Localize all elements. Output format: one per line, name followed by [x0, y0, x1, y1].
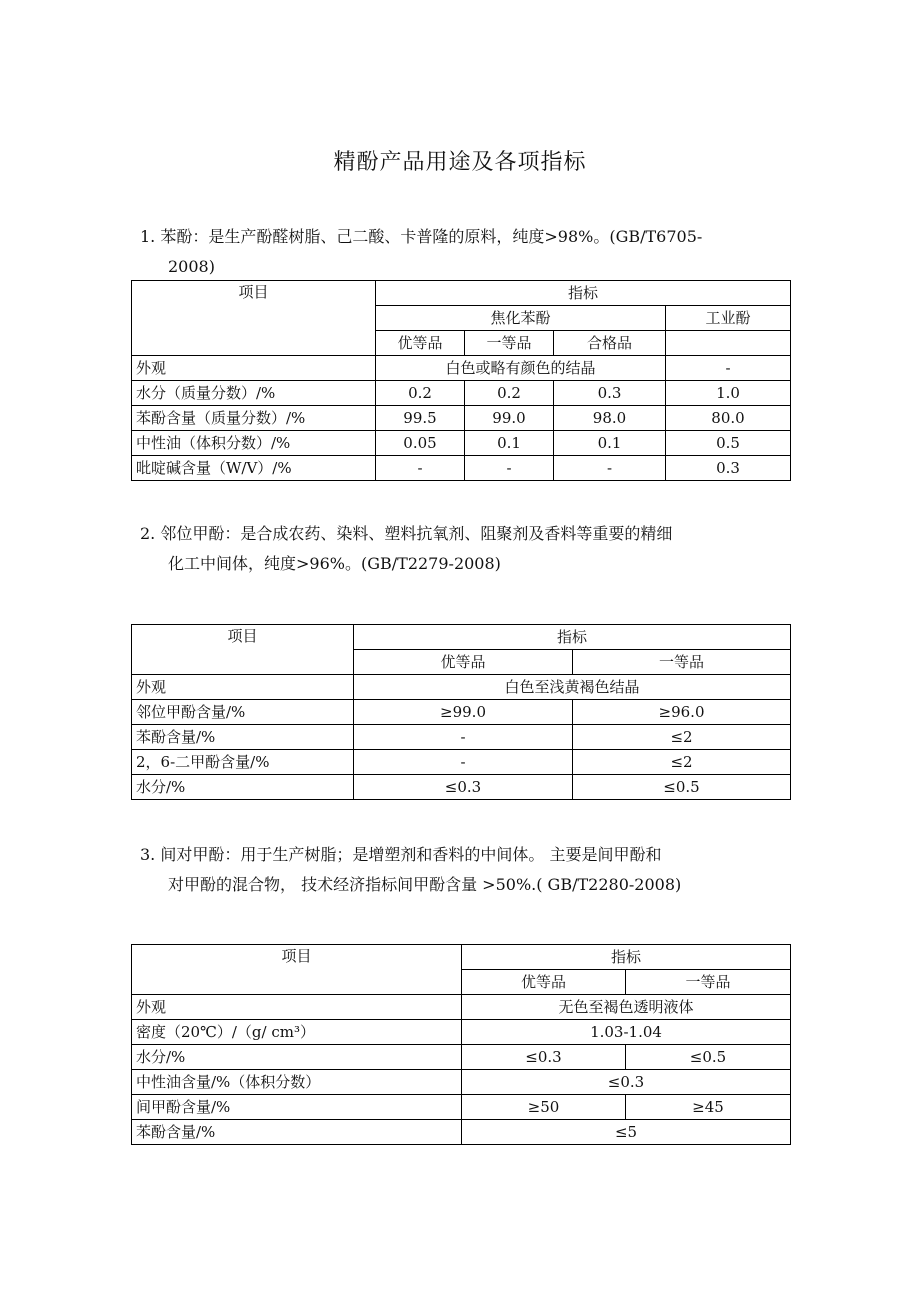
cell-value: 1.03-1.04 [462, 1020, 791, 1045]
header-empty [666, 331, 791, 356]
section-1-line-1: 1. 苯酚：是生产酚醛树脂、己二酸、卡普隆的原料，纯度>98%。(GB/T6705- [140, 227, 703, 246]
cell-value: 0.3 [666, 456, 791, 481]
cell-value: 80.0 [666, 406, 791, 431]
cell-value: 99.0 [465, 406, 554, 431]
table-row [132, 431, 791, 456]
section-1-description [140, 222, 790, 282]
cell-value: 0.2 [465, 381, 554, 406]
header-index: 指标 [376, 281, 791, 306]
header-index: 指标 [462, 945, 791, 970]
cell-value: ≤0.3 [462, 1070, 791, 1095]
header-coke-phenol: 焦化苯酚 [376, 306, 666, 331]
cell-value: - [354, 750, 573, 775]
header-grade: 一等品 [626, 970, 791, 995]
table-row [132, 750, 791, 775]
header-grade: 优等品 [354, 650, 573, 675]
cell-value: 98.0 [554, 406, 666, 431]
header-grade: 一等品 [465, 331, 554, 356]
row-label: 吡啶碱含量（W/V）/% [132, 456, 376, 481]
header-grade: 优等品 [376, 331, 465, 356]
row-label: 2，6-二甲酚含量/% [132, 750, 354, 775]
cell-value: 1.0 [666, 381, 791, 406]
cell-value: 0.1 [465, 431, 554, 456]
cell-value: - [554, 456, 666, 481]
cell-value: 0.1 [554, 431, 666, 456]
cell-value: - [376, 456, 465, 481]
row-label: 中性油（体积分数）/% [132, 431, 376, 456]
row-label: 外观 [132, 356, 376, 381]
cell-value: 0.2 [376, 381, 465, 406]
table-row [132, 1020, 791, 1045]
table-row [132, 1095, 791, 1120]
section-3-line-2: 对甲酚的混合物， 技术经济指标间甲酚含量 >50%.( GB/T2280-2008) [168, 875, 682, 894]
row-label: 水分/% [132, 1045, 462, 1070]
cell-value: ≥45 [626, 1095, 791, 1120]
row-label: 间甲酚含量/% [132, 1095, 462, 1120]
cell-value: ≤0.5 [626, 1045, 791, 1070]
table-row [132, 725, 791, 750]
row-label: 水分（质量分数）/% [132, 381, 376, 406]
header-grade: 合格品 [554, 331, 666, 356]
table-row [132, 1070, 791, 1095]
section-2-line-1: 2. 邻位甲酚：是合成农药、染料、塑料抗氧剂、阻聚剂及香料等重要的精细 [140, 524, 673, 543]
header-grade: 优等品 [462, 970, 626, 995]
row-label: 苯酚含量/% [132, 1120, 462, 1145]
row-label: 水分/% [132, 775, 354, 800]
cell-value: 无色至褐色透明液体 [462, 995, 791, 1020]
cell-value: 0.3 [554, 381, 666, 406]
cell-value: 0.05 [376, 431, 465, 456]
section-3-line-1: 3. 间对甲酚：用于生产树脂；是增塑剂和香料的中间体。 主要是间甲酚和 [140, 845, 662, 864]
row-label: 苯酚含量/% [132, 725, 354, 750]
cell-value: ≤0.3 [354, 775, 573, 800]
row-label: 邻位甲酚含量/% [132, 700, 354, 725]
header-item: 项目 [132, 625, 354, 675]
header-industrial-phenol: 工业酚 [666, 306, 791, 331]
row-label: 外观 [132, 675, 354, 700]
section-2-description [140, 519, 790, 579]
table-row [132, 1120, 791, 1145]
cell-value: 99.5 [376, 406, 465, 431]
mp-cresol-spec-table [131, 944, 791, 1145]
table-row [132, 356, 791, 381]
phenol-spec-table [131, 280, 791, 481]
table-row [132, 700, 791, 725]
cell-value: ≤2 [573, 750, 791, 775]
cell-value: ≤0.5 [573, 775, 791, 800]
section-3-description [140, 840, 790, 900]
section-1-line-2: 2008) [168, 257, 215, 276]
table-row [132, 456, 791, 481]
row-label: 外观 [132, 995, 462, 1020]
cell-value: 0.5 [666, 431, 791, 456]
cell-value: ≥99.0 [354, 700, 573, 725]
header-grade: 一等品 [573, 650, 791, 675]
section-2-line-2: 化工中间体，纯度>96%。(GB/T2279-2008) [168, 554, 501, 573]
cell-value: ≤5 [462, 1120, 791, 1145]
o-cresol-spec-table [131, 624, 791, 800]
cell-value: - [666, 356, 791, 381]
cell-value: ≥96.0 [573, 700, 791, 725]
table-row [132, 406, 791, 431]
table-row [132, 381, 791, 406]
table-row [132, 775, 791, 800]
row-label: 苯酚含量（质量分数）/% [132, 406, 376, 431]
table-row [132, 995, 791, 1020]
cell-value: - [465, 456, 554, 481]
cell-value: ≥50 [462, 1095, 626, 1120]
page-title: 精酚产品用途及各项指标 [333, 150, 587, 175]
header-item: 项目 [132, 945, 462, 995]
cell-value: ≤0.3 [462, 1045, 626, 1070]
cell-value: - [354, 725, 573, 750]
header-item: 项目 [132, 281, 376, 356]
row-label: 中性油含量/%（体积分数） [132, 1070, 462, 1095]
table-row [132, 1045, 791, 1070]
table-row [132, 675, 791, 700]
cell-value: 白色至浅黄褐色结晶 [354, 675, 791, 700]
cell-value: ≤2 [573, 725, 791, 750]
header-index: 指标 [354, 625, 791, 650]
row-label: 密度（20℃）/（g/ cm³） [132, 1020, 462, 1045]
cell-value: 白色或略有颜色的结晶 [376, 356, 666, 381]
